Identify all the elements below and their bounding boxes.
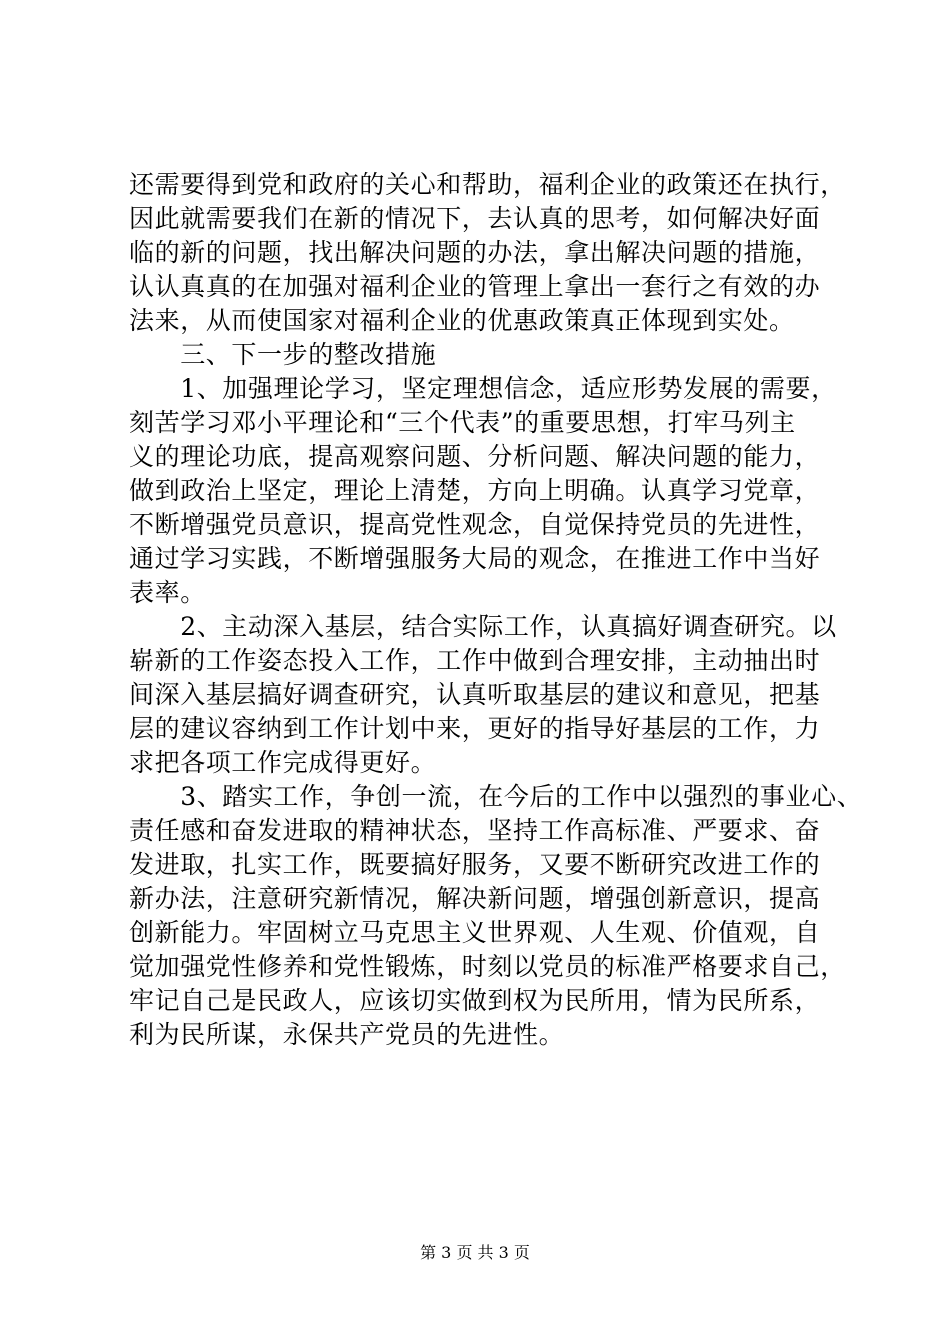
text-line: 发进取，扎实工作，既要搞好服务，又要不断研究改进工作的 — [129, 850, 821, 879]
text-line: 2、主动深入基层，结合实际工作，认真搞好调查研究。以 — [129, 612, 837, 641]
text-line: 3、踏实工作，争创一流，在今后的工作中以强烈的事业心、 — [129, 782, 863, 811]
page-number-footer: 第 3 页 共 3 页 — [420, 1243, 530, 1262]
text-line: 法来，从而使国家对福利企业的优惠政策真正体现到实处。 — [129, 306, 795, 335]
text-line: 牢记自己是民政人，应该切实做到权为民所用，情为民所系， — [129, 986, 821, 1015]
text-line: 1、加强理论学习，坚定理想信念，适应形势发展的需要， — [129, 374, 837, 403]
text-line: 间深入基层搞好调查研究，认真听取基层的建议和意见，把基 — [129, 680, 821, 709]
text-line: 刻苦学习邓小平理论和“三个代表”的重要思想，打牢马列主 — [129, 408, 796, 437]
text-line: 做到政治上坚定，理论上清楚，方向上明确。认真学习党章， — [129, 476, 821, 505]
text-line: 求把各项工作完成得更好。 — [129, 748, 437, 777]
text-line: 创新能力。牢固树立马克思主义世界观、人生观、价值观，自 — [129, 918, 821, 947]
text-line: 认认真真的在加强对福利企业的管理上拿出一套行之有效的办 — [129, 272, 821, 301]
text-line: 通过学习实践，不断增强服务大局的观念，在推进工作中当好 — [129, 544, 821, 573]
text-line: 新办法，注意研究新情况，解决新问题，增强创新意识，提高 — [129, 884, 821, 913]
text-line: 利为民所谋，永保共产党员的先进性。 — [129, 1020, 565, 1049]
document-body — [129, 168, 863, 1052]
text-line: 觉加强党性修养和党性锻炼，时刻以党员的标准严格要求自己， — [129, 952, 846, 981]
text-line: 义的理论功底，提高观察问题、分析问题、解决问题的能力， — [129, 442, 821, 471]
text-line: 崭新的工作姿态投入工作，工作中做到合理安排，主动抽出时 — [129, 646, 821, 675]
text-line: 临的新的问题，找出解决问题的办法，拿出解决问题的措施， — [129, 238, 821, 267]
section-heading: 三、下一步的整改措施 — [129, 340, 437, 369]
text-line: 因此就需要我们在新的情况下，去认真的思考，如何解决好面 — [129, 204, 821, 233]
text-line: 表率。 — [129, 578, 206, 607]
text-line: 还需要得到党和政府的关心和帮助，福利企业的政策还在执行， — [129, 170, 846, 199]
text-line: 不断增强党员意识，提高党性观念，自觉保持党员的先进性， — [129, 510, 821, 539]
text-line: 责任感和奋发进取的精神状态，坚持工作高标准、严要求、奋 — [129, 816, 821, 845]
text-line: 层的建议容纳到工作计划中来，更好的指导好基层的工作，力 — [129, 714, 821, 743]
